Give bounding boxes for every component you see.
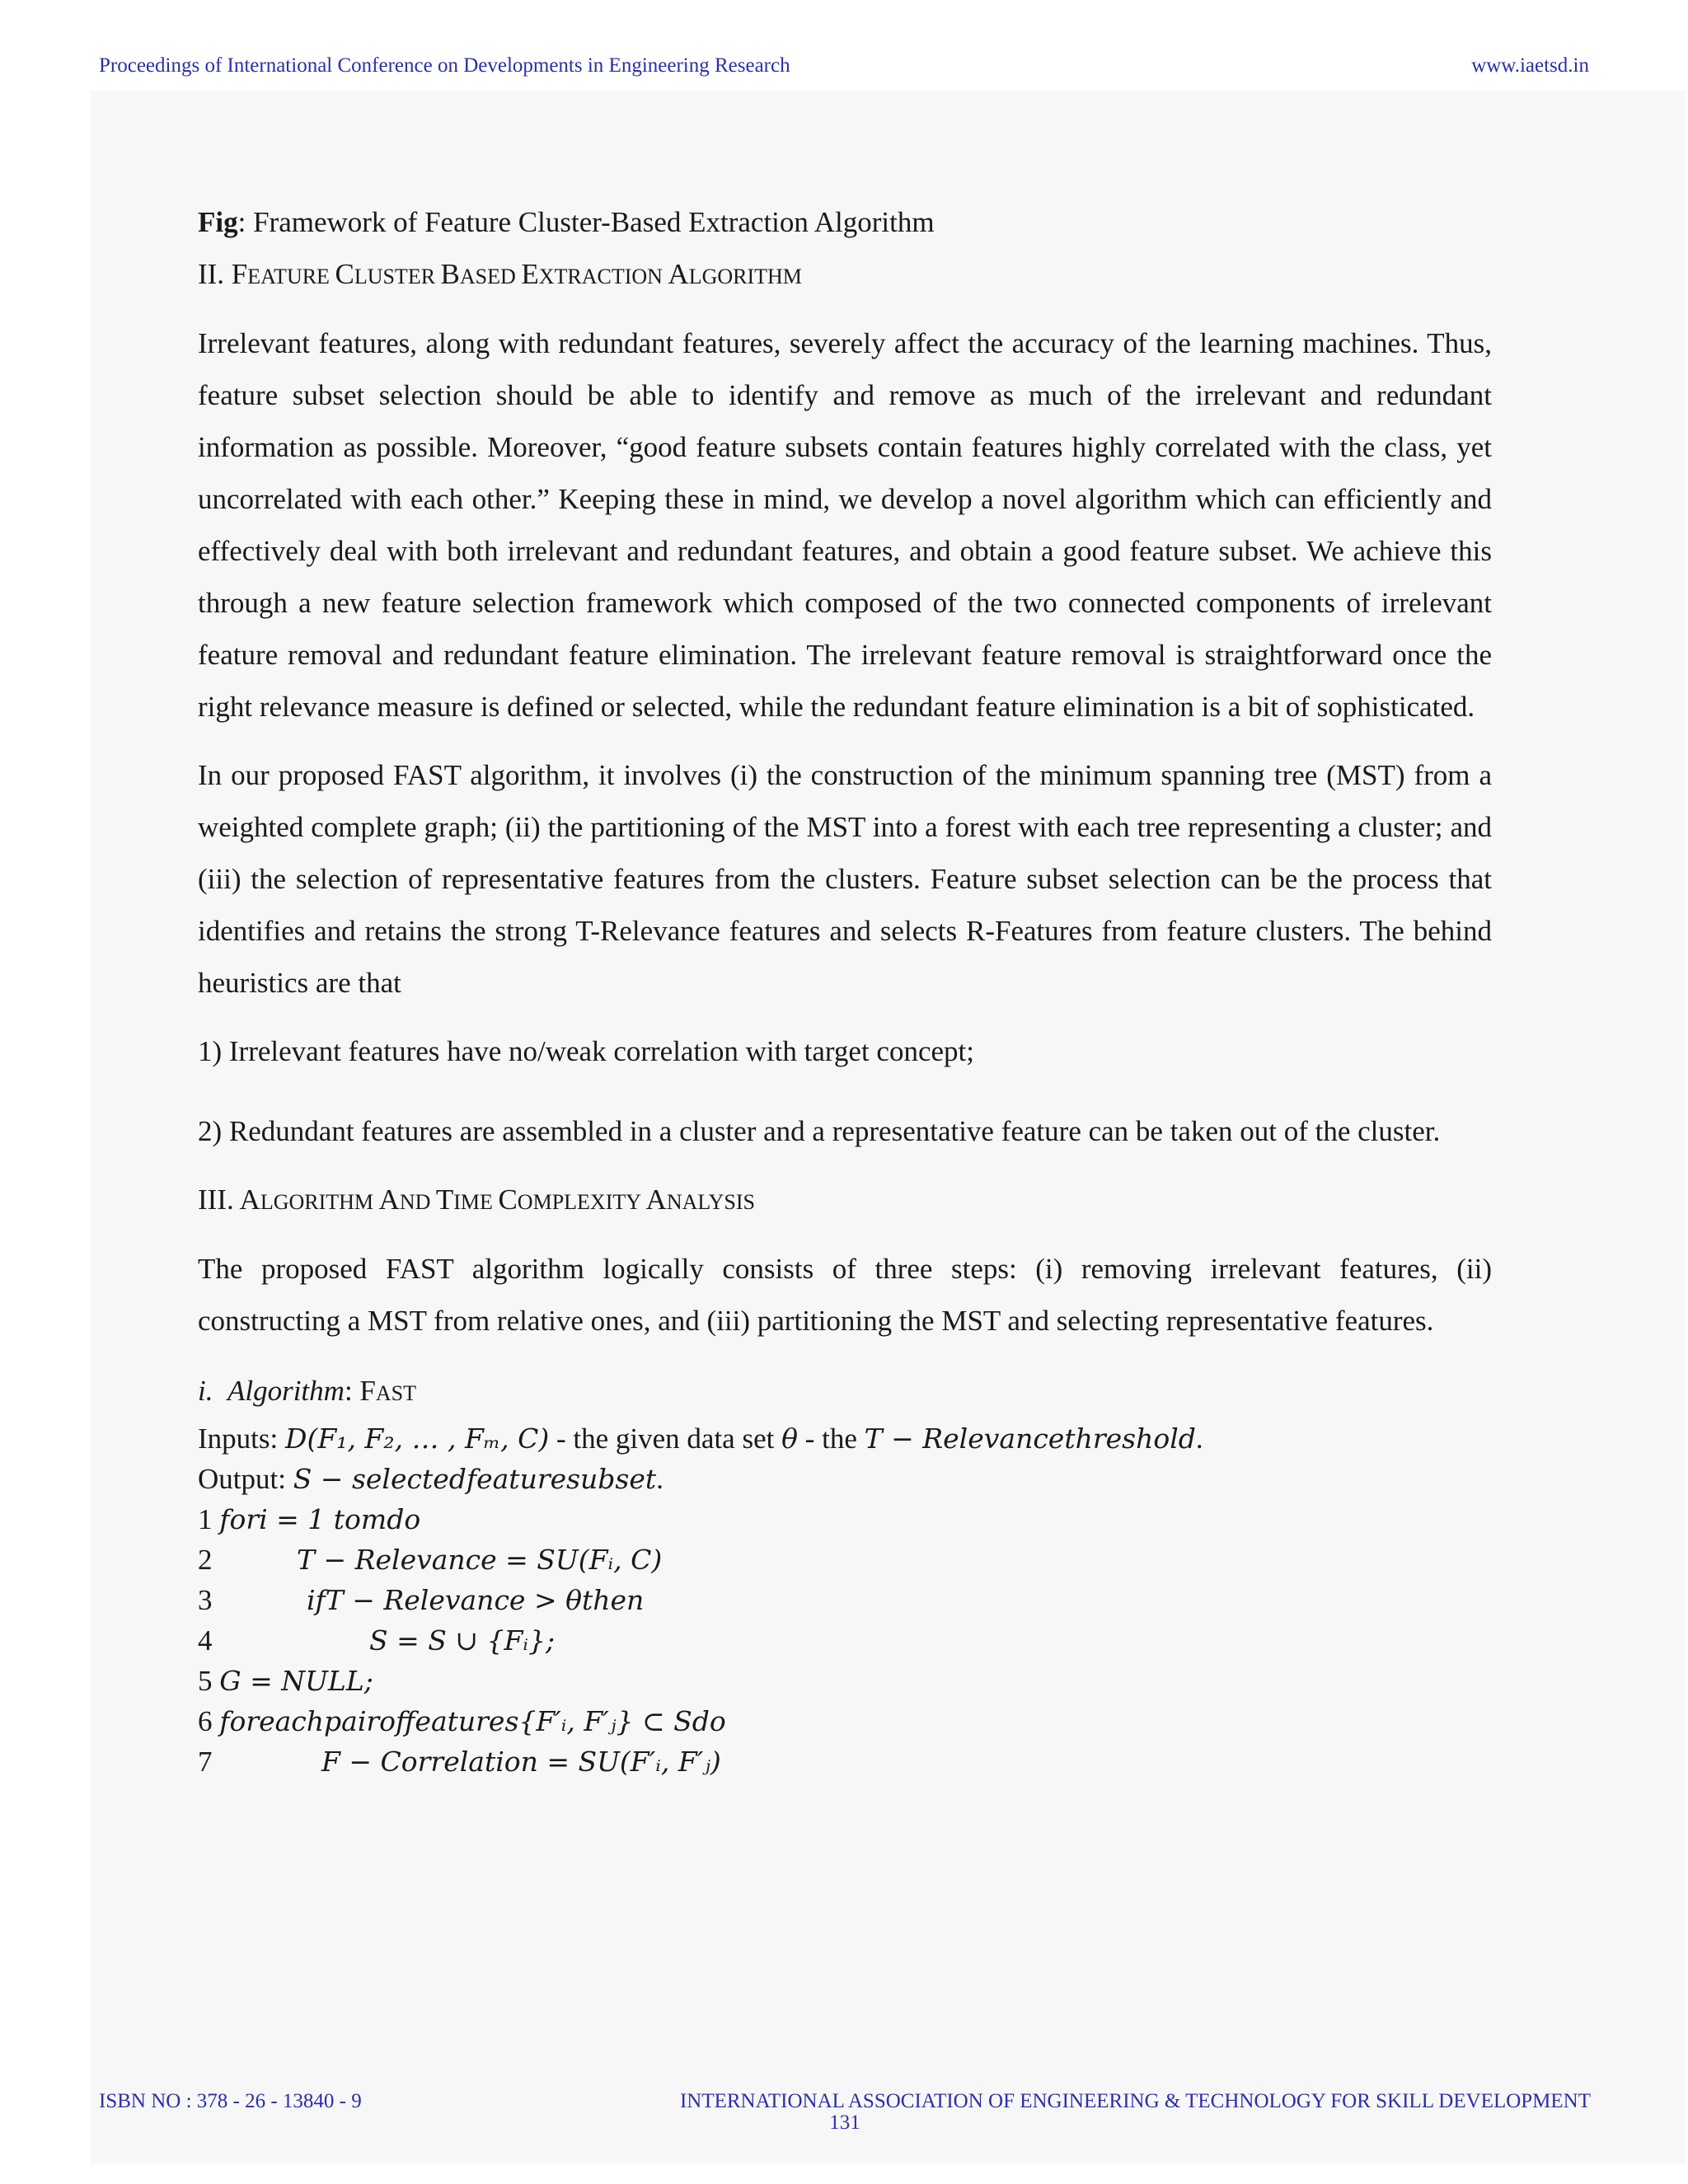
output-label: Output:	[198, 1463, 286, 1495]
figure-caption-text: : Framework of Feature Cluster-Based Extraction Algorithm	[237, 206, 935, 238]
line-number: 5	[198, 1665, 213, 1697]
algorithm-prefix: i.	[198, 1375, 213, 1407]
footer-isbn: ISBN NO : 378 - 26 - 13840 - 9	[99, 2090, 362, 2112]
inputs-math: D(F₁, F₂, … , Fₘ, C)	[284, 1422, 550, 1455]
footer-organization: INTERNATIONAL ASSOCIATION OF ENGINEERING & TECHNOLOGY FOR SKILL DEVELOPMENT	[679, 2090, 1591, 2112]
line-math: S = S ∪ {Fᵢ};	[369, 1624, 556, 1657]
heading-part: C	[335, 258, 354, 290]
inputs-desc-2: - the	[804, 1422, 857, 1455]
line-number: 1	[198, 1503, 213, 1535]
heading-part: C	[498, 1183, 518, 1216]
heading-part: II. F	[198, 258, 248, 290]
page-number: 131	[829, 2111, 860, 2134]
algorithm-inputs	[198, 1418, 1492, 1459]
line-math: G = NULL;	[219, 1665, 373, 1697]
heading-part: NALYSIS	[666, 1190, 756, 1214]
running-header-title: Proceedings of International Conference on Developments in Engineering Research	[99, 54, 790, 77]
heading-part: A	[668, 258, 689, 290]
line-math: T − Relevance = SU(Fᵢ, C)	[297, 1544, 663, 1576]
heading-part: ASED	[459, 265, 522, 288]
heuristic-2: 2) Redundant features are assembled in a cluster and a representative feature can be taken out of the cluster.	[198, 1115, 1441, 1147]
inputs-desc: - the given data set	[556, 1422, 775, 1455]
page-body	[198, 196, 1492, 1782]
heading-part: IME	[453, 1190, 499, 1214]
heading-part: A	[645, 1183, 667, 1216]
period: .	[656, 1463, 663, 1495]
line-number: 2	[198, 1544, 213, 1576]
output-math: S − selectedfeaturesubset	[293, 1463, 657, 1495]
algorithm-line	[198, 1701, 1492, 1741]
line-number: 3	[198, 1584, 213, 1616]
inputs-label: Inputs:	[198, 1422, 279, 1455]
line-math: F − Correlation = SU(F′ᵢ, F′ⱼ)	[321, 1746, 721, 1778]
paragraph-irrelevant-features: Irrelevant features, along with redundant features, severely affect the accuracy of the learning machines. Thus, feature subset selection should be able to identify and remove as much of the irrelevant and redundant information as possible. Moreover, “good feature subsets contain features highly correlated with the class, yet uncorrelated with each other.” Keeping these in mind, we develop a novel algorithm which can efficiently and effectively deal with both irrelevant and redundant features, and obtain a good feature subset. We achieve this through a new feature selection framework which composed of the two connected components of irrelevant feature removal and redundant feature elimination. The irrelevant feature removal is straightforward once the right relevance measure is defined or selected, while the redundant feature elimination is a bit of sophisticated.	[198, 327, 1492, 723]
line-number: 6	[198, 1705, 213, 1737]
heading-part: OMPLEXITY	[517, 1190, 646, 1214]
algorithm-name-rest: AST	[375, 1381, 417, 1405]
heading-part: ND	[399, 1190, 436, 1214]
algorithm-output	[198, 1459, 1492, 1499]
theta-symbol: θ	[781, 1422, 798, 1455]
heading-part: LGORITHM	[688, 265, 802, 288]
line-math: foreachpairoffeatures{F′ᵢ, F′ⱼ} ⊂ Sdo	[219, 1705, 726, 1737]
heading-part: XTRACTION	[538, 265, 668, 288]
figure-caption	[198, 196, 1492, 248]
heading-part: III. A	[198, 1183, 260, 1216]
heading-part: A	[378, 1183, 400, 1216]
algorithm-line	[198, 1661, 1492, 1701]
algorithm-title	[198, 1370, 1492, 1415]
algorithm-name: F	[359, 1375, 376, 1407]
heading-part: T	[435, 1183, 454, 1216]
paragraph-fast-algorithm: In our proposed FAST algorithm, it involves (i) the construction of the minimum spanning tree (MST) from a weighted complete graph; (ii) the partitioning of the MST into a forest with each tree representing a cluster; and (iii) the selection of representative features from the clusters. Feature subset selection can be the process that identifies and retains the strong T-Relevance features and selects R-Features from feature clusters. The behind heuristics are that	[198, 759, 1492, 999]
section-heading-2	[198, 248, 1492, 302]
heuristic-1: 1) Irrelevant features have no/weak correlation with target concept;	[198, 1035, 974, 1067]
algorithm-colon: :	[344, 1375, 353, 1407]
algorithm-block	[198, 1370, 1492, 1782]
line-math: fori = 1 tomdo	[219, 1503, 421, 1535]
algorithm-line	[198, 1580, 1492, 1620]
line-number: 7	[198, 1746, 213, 1778]
line-number: 4	[198, 1624, 213, 1657]
algorithm-line	[198, 1741, 1492, 1782]
section-heading-3	[198, 1174, 1492, 1228]
algorithm-line	[198, 1499, 1492, 1540]
algorithm-line	[198, 1620, 1492, 1661]
heading-part: EATURE	[247, 265, 335, 288]
heading-part: LGORITHM	[260, 1190, 379, 1214]
period: .	[1195, 1422, 1203, 1455]
threshold-math: T − Relevancethreshold	[864, 1422, 1196, 1455]
algorithm-label: Algorithm	[227, 1375, 345, 1407]
heading-part: E	[521, 258, 539, 290]
heading-part: B	[440, 258, 460, 290]
algorithm-line	[198, 1540, 1492, 1580]
heading-part: LUSTER	[354, 265, 441, 288]
figure-caption-label: Fig	[198, 206, 238, 238]
line-math: ifT − Relevance > θthen	[307, 1584, 645, 1616]
paragraph-three-steps: The proposed FAST algorithm logically consists of three steps: (i) removing irrelevant features, (ii) constructing a MST from relative ones, and (iii) partitioning the MST and selecting representative features.	[198, 1253, 1492, 1337]
running-header-url: www.iaetsd.in	[1471, 54, 1589, 77]
